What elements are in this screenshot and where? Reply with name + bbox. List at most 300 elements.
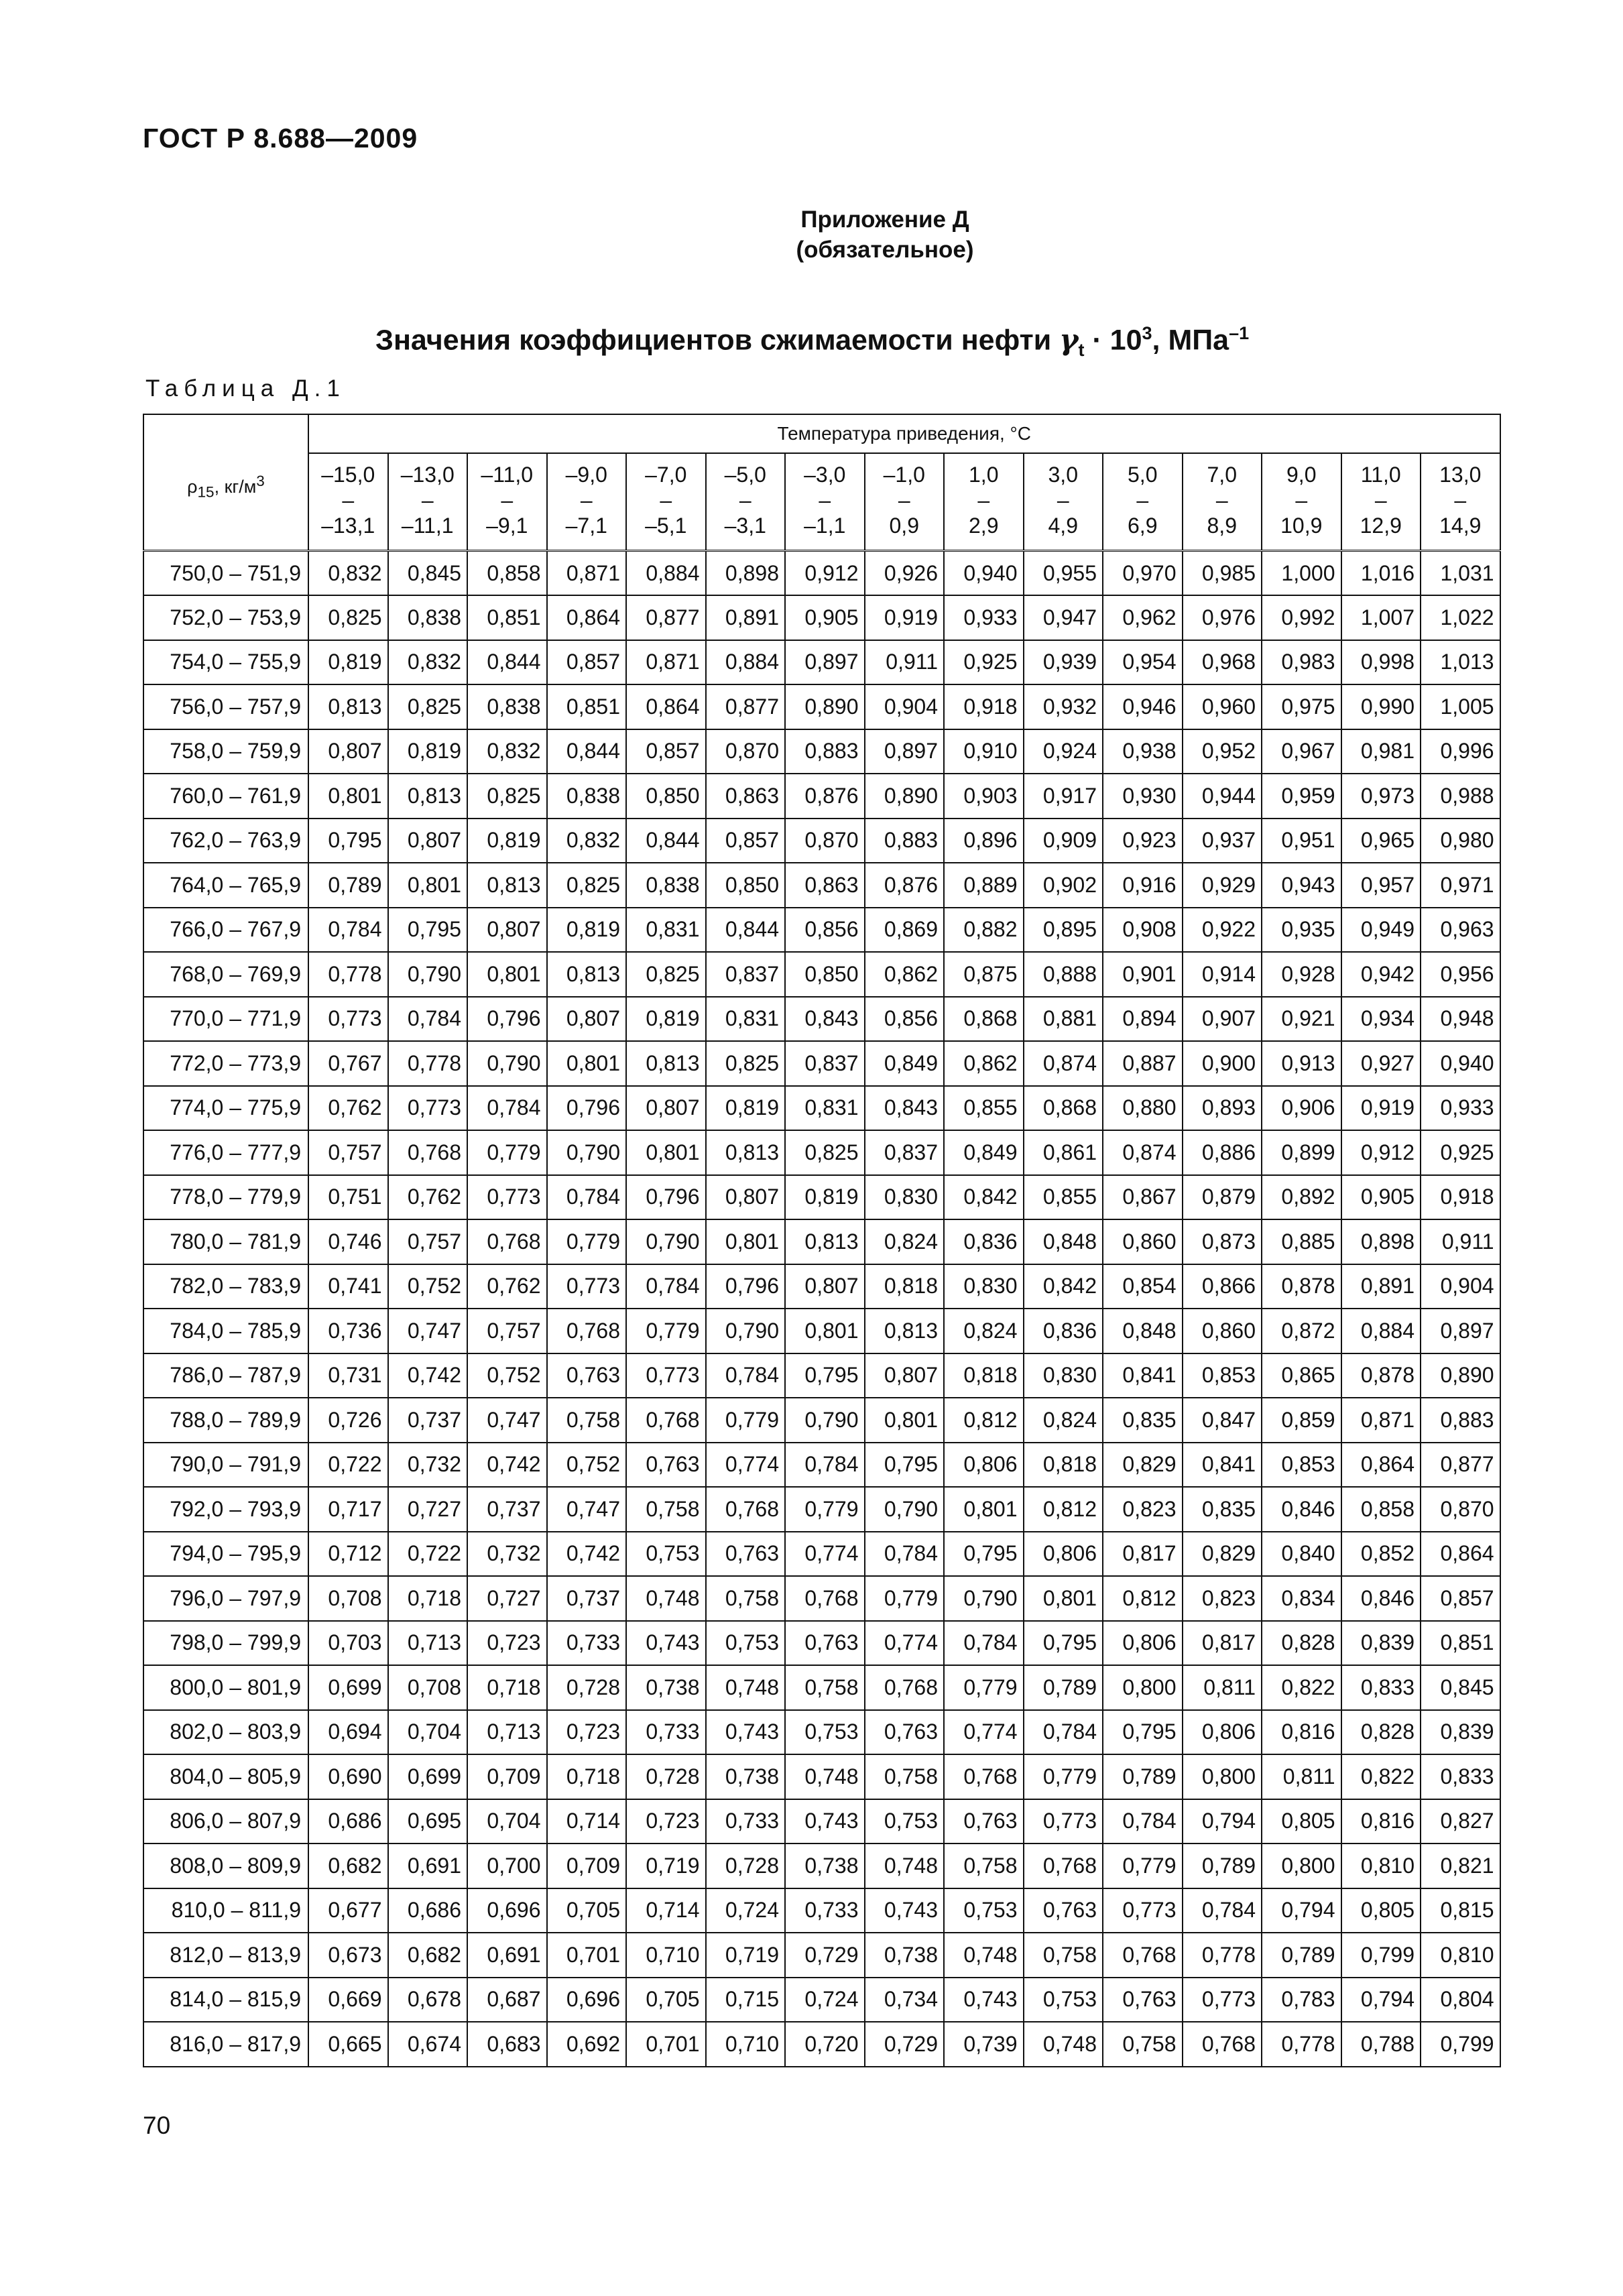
coefficient-cell: 0,878 — [1341, 1353, 1421, 1398]
coefficient-cell: 0,954 — [1103, 640, 1183, 685]
coefficient-cell: 0,864 — [1341, 1443, 1421, 1488]
coefficient-cell: 0,813 — [308, 684, 388, 729]
coefficient-cell: 0,677 — [308, 1888, 388, 1933]
coefficient-cell: 1,005 — [1421, 684, 1500, 729]
title-unit-exp: –1 — [1229, 323, 1250, 343]
coefficient-cell: 0,733 — [785, 1888, 865, 1933]
coefficient-cell: 0,951 — [1262, 819, 1341, 863]
coefficient-cell: 0,963 — [1421, 908, 1500, 953]
title-symbol-sub: t — [1078, 339, 1085, 360]
temperature-range-to: –5,1 — [645, 513, 687, 538]
coefficient-cell: 0,874 — [1103, 1130, 1183, 1175]
coefficient-cell: 0,805 — [1262, 1799, 1341, 1844]
coefficient-cell: 0,918 — [944, 684, 1024, 729]
table-row — [143, 640, 1500, 685]
temperature-range-to: –13,1 — [321, 513, 375, 538]
coefficient-cell: 0,729 — [865, 2022, 945, 2067]
coefficient-cell: 0,857 — [1421, 1576, 1500, 1621]
coefficient-cell: 0,829 — [1103, 1443, 1183, 1488]
coefficient-cell: 0,842 — [944, 1175, 1024, 1220]
coefficient-cell: 0,807 — [706, 1175, 786, 1220]
coefficient-cell: 0,902 — [1024, 863, 1103, 908]
coefficient-cell: 0,778 — [1183, 1933, 1262, 1978]
coefficient-cell: 0,816 — [1262, 1710, 1341, 1755]
coefficient-cell: 0,722 — [308, 1443, 388, 1488]
table-row — [143, 1799, 1500, 1844]
coefficient-cell: 0,881 — [1024, 997, 1103, 1042]
coefficient-cell: 0,825 — [467, 774, 547, 819]
coefficient-cell: 0,768 — [1103, 1933, 1183, 1978]
coefficient-cell: 0,752 — [467, 1353, 547, 1398]
coefficient-cell: 0,916 — [1103, 863, 1183, 908]
coefficient-cell: 0,838 — [547, 774, 627, 819]
density-range-cell: 810,0 – 811,9 — [143, 1888, 308, 1933]
temperature-range-from: –1,0 — [883, 463, 925, 487]
temperature-range-header — [308, 453, 388, 551]
table-row — [143, 1933, 1500, 1978]
coefficient-cell: 0,838 — [626, 863, 706, 908]
coefficient-cell: 0,738 — [785, 1844, 865, 1888]
coefficient-cell: 0,891 — [706, 595, 786, 640]
density-range-cell: 814,0 – 815,9 — [143, 1978, 308, 2022]
density-range-cell: 760,0 – 761,9 — [143, 774, 308, 819]
coefficient-cell: 0,857 — [626, 729, 706, 774]
coefficient-cell: 0,867 — [1103, 1175, 1183, 1220]
coefficient-cell: 0,699 — [308, 1665, 388, 1710]
coefficient-cell: 0,796 — [467, 997, 547, 1042]
appendix-title: Приложение Д — [800, 206, 969, 233]
coefficient-cell: 0,732 — [467, 1532, 547, 1577]
coefficient-cell: 0,843 — [865, 1086, 945, 1131]
coefficient-cell: 0,695 — [388, 1799, 468, 1844]
coefficient-cell: 0,669 — [308, 1978, 388, 2022]
coefficient-cell: 0,825 — [626, 952, 706, 997]
coefficient-cell: 0,823 — [1103, 1487, 1183, 1532]
density-range-cell: 762,0 – 763,9 — [143, 819, 308, 863]
coefficient-cell: 0,705 — [547, 1888, 627, 1933]
coefficient-cell: 0,714 — [547, 1799, 627, 1844]
coefficient-cell: 0,728 — [547, 1665, 627, 1710]
coefficient-cell: 0,768 — [706, 1487, 786, 1532]
coefficient-cell: 0,864 — [1421, 1532, 1500, 1577]
coefficient-cell: 0,823 — [1183, 1576, 1262, 1621]
coefficient-cell: 0,828 — [1341, 1710, 1421, 1755]
coefficient-cell: 0,773 — [1103, 1888, 1183, 1933]
coefficient-cell: 0,864 — [626, 684, 706, 729]
table-row — [143, 1487, 1500, 1532]
coefficient-cell: 0,704 — [467, 1799, 547, 1844]
coefficient-cell: 0,801 — [1024, 1576, 1103, 1621]
coefficient-cell: 0,812 — [944, 1398, 1024, 1443]
coefficient-cell: 0,850 — [785, 952, 865, 997]
coefficient-cell: 0,810 — [1421, 1933, 1500, 1978]
coefficient-cell: 0,971 — [1421, 863, 1500, 908]
coefficient-cell: 0,944 — [1183, 774, 1262, 819]
coefficient-cell: 0,752 — [388, 1264, 468, 1309]
temperature-range-to: –3,1 — [724, 513, 766, 538]
coefficient-cell: 0,860 — [1183, 1309, 1262, 1353]
coefficient-cell: 0,790 — [467, 1041, 547, 1086]
coefficient-cell: 0,790 — [626, 1219, 706, 1264]
coefficient-cell: 0,973 — [1341, 774, 1421, 819]
coefficient-cell: 0,948 — [1421, 997, 1500, 1042]
coefficient-cell: 0,801 — [944, 1487, 1024, 1532]
temperature-range-dash: – — [342, 488, 355, 512]
coefficient-cell: 0,924 — [1024, 729, 1103, 774]
coefficient-cell: 0,812 — [1024, 1487, 1103, 1532]
coefficient-cell: 0,790 — [785, 1398, 865, 1443]
coefficient-cell: 0,819 — [706, 1086, 786, 1131]
temperature-range-header — [785, 453, 865, 551]
coefficient-cell: 0,890 — [1421, 1353, 1500, 1398]
coefficient-cell: 0,870 — [706, 729, 786, 774]
coefficient-cell: 0,789 — [1262, 1933, 1341, 1978]
coefficient-cell: 0,778 — [1262, 2022, 1341, 2067]
coefficient-cell: 0,824 — [1024, 1398, 1103, 1443]
coefficient-cell: 0,928 — [1262, 952, 1341, 997]
coefficient-cell: 0,835 — [1183, 1487, 1262, 1532]
coefficient-cell: 0,748 — [785, 1754, 865, 1799]
coefficient-cell: 0,723 — [626, 1799, 706, 1844]
coefficient-cell: 0,882 — [944, 908, 1024, 953]
coefficient-cell: 0,686 — [388, 1888, 468, 1933]
coefficient-cell: 0,768 — [467, 1219, 547, 1264]
coefficient-cell: 0,731 — [308, 1353, 388, 1398]
coefficient-cell: 1,000 — [1262, 551, 1341, 596]
coefficient-cell: 0,975 — [1262, 684, 1341, 729]
coefficient-cell: 0,722 — [388, 1532, 468, 1577]
coefficient-cell: 0,837 — [865, 1130, 945, 1175]
coefficient-cell: 0,813 — [626, 1041, 706, 1086]
table-row — [143, 1309, 1500, 1353]
coefficient-cell: 0,935 — [1262, 908, 1341, 953]
coefficient-cell: 0,965 — [1341, 819, 1421, 863]
coefficient-cell: 0,768 — [388, 1130, 468, 1175]
temperature-range-from: –7,0 — [645, 463, 687, 487]
coefficient-cell: 0,838 — [388, 595, 468, 640]
coefficient-cell: 0,845 — [1421, 1665, 1500, 1710]
coefficient-cell: 0,947 — [1024, 595, 1103, 640]
coefficient-cell: 0,758 — [706, 1576, 786, 1621]
coefficient-cell: 0,833 — [1341, 1665, 1421, 1710]
coefficient-cell: 1,022 — [1421, 595, 1500, 640]
coefficient-cell: 1,007 — [1341, 595, 1421, 640]
temperature-range-to: –11,1 — [401, 513, 454, 538]
coefficient-cell: 0,778 — [308, 952, 388, 997]
temperature-range-dash: – — [501, 488, 514, 512]
coefficient-cell: 0,762 — [388, 1175, 468, 1220]
coefficient-cell: 0,943 — [1262, 863, 1341, 908]
coefficient-cell: 0,925 — [1421, 1130, 1500, 1175]
coefficient-cell: 0,726 — [308, 1398, 388, 1443]
coefficient-cell: 0,819 — [467, 819, 547, 863]
coefficient-cell: 0,694 — [308, 1710, 388, 1755]
density-range-cell: 808,0 – 809,9 — [143, 1844, 308, 1888]
density-range-cell: 780,0 – 781,9 — [143, 1219, 308, 1264]
coefficient-cell: 0,773 — [1183, 1978, 1262, 2022]
coefficient-cell: 0,773 — [626, 1353, 706, 1398]
coefficient-cell: 0,683 — [467, 2022, 547, 2067]
coefficient-cell: 0,856 — [785, 908, 865, 953]
temperature-range-from: 13,0 — [1439, 463, 1482, 487]
coefficient-cell: 0,704 — [388, 1710, 468, 1755]
coefficient-cell: 0,784 — [467, 1086, 547, 1131]
density-range-cell: 796,0 – 797,9 — [143, 1576, 308, 1621]
temperature-range-dash: – — [580, 488, 593, 512]
coefficient-cell: 0,968 — [1183, 640, 1262, 685]
coefficient-cell: 0,854 — [1103, 1264, 1183, 1309]
coefficient-cell: 0,763 — [1024, 1888, 1103, 1933]
coefficient-cell: 0,747 — [388, 1309, 468, 1353]
coefficient-cell: 0,815 — [1421, 1888, 1500, 1933]
coefficient-cell: 0,860 — [1103, 1219, 1183, 1264]
table-row — [143, 1175, 1500, 1220]
coefficient-cell: 0,981 — [1341, 729, 1421, 774]
coefficient-cell: 0,983 — [1262, 640, 1341, 685]
density-range-cell: 770,0 – 771,9 — [143, 997, 308, 1042]
coefficient-cell: 0,779 — [1103, 1844, 1183, 1888]
coefficient-cell: 0,933 — [944, 595, 1024, 640]
coefficient-cell: 0,923 — [1103, 819, 1183, 863]
coefficient-cell: 0,871 — [547, 551, 627, 596]
coefficient-cell: 0,892 — [1262, 1175, 1341, 1220]
density-range-cell: 750,0 – 751,9 — [143, 551, 308, 596]
coefficient-cell: 0,850 — [706, 863, 786, 908]
table-row — [143, 863, 1500, 908]
coefficient-cell: 0,992 — [1262, 595, 1341, 640]
coefficient-cell: 0,763 — [1103, 1978, 1183, 2022]
coefficient-cell: 0,856 — [865, 997, 945, 1042]
coefficient-cell: 0,940 — [1421, 1041, 1500, 1086]
coefficient-cell: 0,813 — [547, 952, 627, 997]
table-row — [143, 1041, 1500, 1086]
coefficient-cell: 0,819 — [547, 908, 627, 953]
coefficient-cell: 0,883 — [1421, 1398, 1500, 1443]
coefficient-cell: 0,724 — [706, 1888, 786, 1933]
coefficient-cell: 0,895 — [1024, 908, 1103, 953]
coefficient-cell: 0,737 — [467, 1487, 547, 1532]
coefficient-cell: 0,841 — [1183, 1443, 1262, 1488]
coefficient-cell: 1,013 — [1421, 640, 1500, 685]
coefficient-cell: 0,757 — [467, 1309, 547, 1353]
coefficient-cell: 0,822 — [1262, 1665, 1341, 1710]
table-body — [143, 551, 1500, 2067]
temperature-range-to: 6,9 — [1128, 513, 1158, 538]
coefficient-cell: 0,824 — [865, 1219, 945, 1264]
coefficient-cell: 0,708 — [308, 1576, 388, 1621]
coefficient-cell: 0,742 — [467, 1443, 547, 1488]
coefficient-cell: 0,970 — [1103, 551, 1183, 596]
coefficient-cell: 0,946 — [1103, 684, 1183, 729]
temperature-range-to: –9,1 — [486, 513, 528, 538]
coefficient-cell: 0,939 — [1024, 640, 1103, 685]
coefficient-cell: 0,937 — [1183, 819, 1262, 863]
coefficient-cell: 0,741 — [308, 1264, 388, 1309]
coefficient-cell: 0,763 — [706, 1532, 786, 1577]
coefficient-cell: 0,918 — [1421, 1175, 1500, 1220]
coefficient-cell: 0,988 — [1421, 774, 1500, 819]
coefficient-cell: 0,807 — [865, 1353, 945, 1398]
coefficient-cell: 0,883 — [865, 819, 945, 863]
table-row — [143, 1844, 1500, 1888]
coefficient-cell: 0,723 — [467, 1621, 547, 1666]
coefficient-cell: 0,818 — [944, 1353, 1024, 1398]
coefficient-cell: 0,795 — [388, 908, 468, 953]
temperature-range-from: –11,0 — [481, 463, 534, 487]
coefficient-cell: 0,790 — [547, 1130, 627, 1175]
coefficient-cell: 0,830 — [865, 1175, 945, 1220]
table-row — [143, 1130, 1500, 1175]
coefficient-cell: 0,837 — [785, 1041, 865, 1086]
coefficient-cell: 0,789 — [1103, 1754, 1183, 1799]
coefficient-cell: 0,863 — [706, 774, 786, 819]
coefficient-cell: 0,763 — [865, 1710, 945, 1755]
coefficient-cell: 0,825 — [706, 1041, 786, 1086]
coefficient-cell: 0,825 — [308, 595, 388, 640]
coefficient-cell: 0,903 — [944, 774, 1024, 819]
coefficient-cell: 0,743 — [626, 1621, 706, 1666]
density-range-cell: 754,0 – 755,9 — [143, 640, 308, 685]
density-range-cell: 766,0 – 767,9 — [143, 908, 308, 953]
coefficient-cell: 0,825 — [388, 684, 468, 729]
coefficient-cell: 0,897 — [1421, 1309, 1500, 1353]
coefficient-cell: 0,800 — [1183, 1754, 1262, 1799]
temperature-range-dash: – — [660, 488, 672, 512]
temperature-range-dash: – — [1374, 488, 1387, 512]
temperature-range-from: –13,0 — [400, 463, 455, 487]
coefficient-cell: 0,738 — [706, 1754, 786, 1799]
coefficient-cell: 0,907 — [1183, 997, 1262, 1042]
temperature-range-to: 4,9 — [1048, 513, 1078, 538]
coefficient-cell: 0,773 — [547, 1264, 627, 1309]
coefficient-cell: 0,773 — [1024, 1799, 1103, 1844]
coefficient-cell: 0,758 — [865, 1754, 945, 1799]
coefficient-cell: 0,691 — [388, 1844, 468, 1888]
density-range-cell: 782,0 – 783,9 — [143, 1264, 308, 1309]
coefficient-cell: 0,861 — [1024, 1130, 1103, 1175]
coefficient-cell: 0,779 — [1024, 1754, 1103, 1799]
temperature-range-dash: – — [421, 488, 434, 512]
coefficient-cell: 0,720 — [785, 2022, 865, 2067]
temperature-range-dash: – — [977, 488, 990, 512]
coefficient-cell: 0,846 — [1262, 1487, 1341, 1532]
coefficient-cell: 0,763 — [547, 1353, 627, 1398]
coefficient-cell: 0,718 — [388, 1576, 468, 1621]
coefficient-cell: 0,812 — [1103, 1576, 1183, 1621]
coefficient-cell: 0,817 — [1183, 1621, 1262, 1666]
table-row — [143, 819, 1500, 863]
coefficient-cell: 0,742 — [388, 1353, 468, 1398]
temperature-range-from: 5,0 — [1128, 463, 1158, 487]
coefficient-cell: 0,879 — [1183, 1175, 1262, 1220]
coefficient-cell: 0,894 — [1103, 997, 1183, 1042]
coefficient-cell: 0,990 — [1341, 684, 1421, 729]
table-row — [143, 1710, 1500, 1755]
coefficient-cell: 0,839 — [1421, 1710, 1500, 1755]
coefficient-cell: 0,773 — [467, 1175, 547, 1220]
table-row — [143, 908, 1500, 953]
title-symbol: γ — [1059, 323, 1079, 357]
coefficient-cell: 0,784 — [626, 1264, 706, 1309]
coefficient-cell: 0,736 — [308, 1309, 388, 1353]
table-row — [143, 595, 1500, 640]
temperature-range-to: 2,9 — [969, 513, 999, 538]
temperature-range-to: 8,9 — [1207, 513, 1237, 538]
temperature-range-from: 11,0 — [1360, 463, 1401, 487]
coefficient-cell: 0,733 — [706, 1799, 786, 1844]
coefficient-cell: 0,846 — [1341, 1576, 1421, 1621]
coefficient-cell: 0,848 — [1103, 1309, 1183, 1353]
coefficient-cell: 0,743 — [865, 1888, 945, 1933]
coefficient-cell: 0,768 — [785, 1576, 865, 1621]
density-range-cell: 804,0 – 805,9 — [143, 1754, 308, 1799]
density-range-cell: 806,0 – 807,9 — [143, 1799, 308, 1844]
coefficient-cell: 0,774 — [706, 1443, 786, 1488]
coefficient-cell: 0,818 — [865, 1264, 945, 1309]
density-range-cell: 786,0 – 787,9 — [143, 1353, 308, 1398]
temperature-range-header — [1421, 453, 1500, 551]
coefficient-cell: 0,872 — [1262, 1309, 1341, 1353]
density-range-cell: 790,0 – 791,9 — [143, 1443, 308, 1488]
coefficient-cell: 0,674 — [388, 2022, 468, 2067]
temperature-range-from: –9,0 — [565, 463, 607, 487]
coefficient-cell: 0,825 — [547, 863, 627, 908]
coefficient-cell: 0,821 — [1421, 1844, 1500, 1888]
coefficient-cell: 0,774 — [785, 1532, 865, 1577]
coefficient-cell: 0,737 — [388, 1398, 468, 1443]
coefficient-cell: 0,844 — [706, 908, 786, 953]
coefficient-cell: 0,712 — [308, 1532, 388, 1577]
coefficient-cell: 0,996 — [1421, 729, 1500, 774]
coefficient-cell: 0,723 — [547, 1710, 627, 1755]
coefficient-cell: 0,834 — [1262, 1576, 1341, 1621]
table-row — [143, 1532, 1500, 1577]
coefficient-cell: 0,784 — [1024, 1710, 1103, 1755]
coefficient-cell: 0,789 — [1024, 1665, 1103, 1710]
coefficient-cell: 0,934 — [1341, 997, 1421, 1042]
density-range-cell: 764,0 – 765,9 — [143, 863, 308, 908]
coefficient-cell: 0,857 — [706, 819, 786, 863]
coefficient-cell: 0,813 — [706, 1130, 786, 1175]
coefficient-cell: 0,884 — [626, 551, 706, 596]
coefficient-cell: 0,862 — [944, 1041, 1024, 1086]
coefficient-cell: 0,960 — [1183, 684, 1262, 729]
coefficient-cell: 0,908 — [1103, 908, 1183, 953]
coefficient-cell: 0,835 — [1103, 1398, 1183, 1443]
density-range-cell: 816,0 – 817,9 — [143, 2022, 308, 2067]
coefficient-cell: 0,832 — [547, 819, 627, 863]
table-row — [143, 774, 1500, 819]
coefficient-cell: 0,799 — [1421, 2022, 1500, 2067]
coefficient-cell: 0,757 — [388, 1219, 468, 1264]
coefficient-cell: 0,779 — [547, 1219, 627, 1264]
coefficient-cell: 0,773 — [308, 997, 388, 1042]
coefficient-cell: 0,891 — [1341, 1264, 1421, 1309]
coefficient-cell: 0,868 — [1024, 1086, 1103, 1131]
coefficient-cell: 0,753 — [706, 1621, 786, 1666]
coefficient-cell: 0,830 — [1024, 1353, 1103, 1398]
coefficient-cell: 0,819 — [626, 997, 706, 1042]
coefficient-cell: 0,819 — [308, 640, 388, 685]
coefficient-cell: 0,747 — [547, 1487, 627, 1532]
coefficient-cell: 0,893 — [1183, 1086, 1262, 1131]
density-range-cell: 776,0 – 777,9 — [143, 1130, 308, 1175]
coefficient-cell: 0,799 — [1341, 1933, 1421, 1978]
coefficient-cell: 0,853 — [1183, 1353, 1262, 1398]
density-range-cell: 812,0 – 813,9 — [143, 1933, 308, 1978]
coefficient-cell: 0,905 — [785, 595, 865, 640]
coefficient-cell: 0,708 — [388, 1665, 468, 1710]
